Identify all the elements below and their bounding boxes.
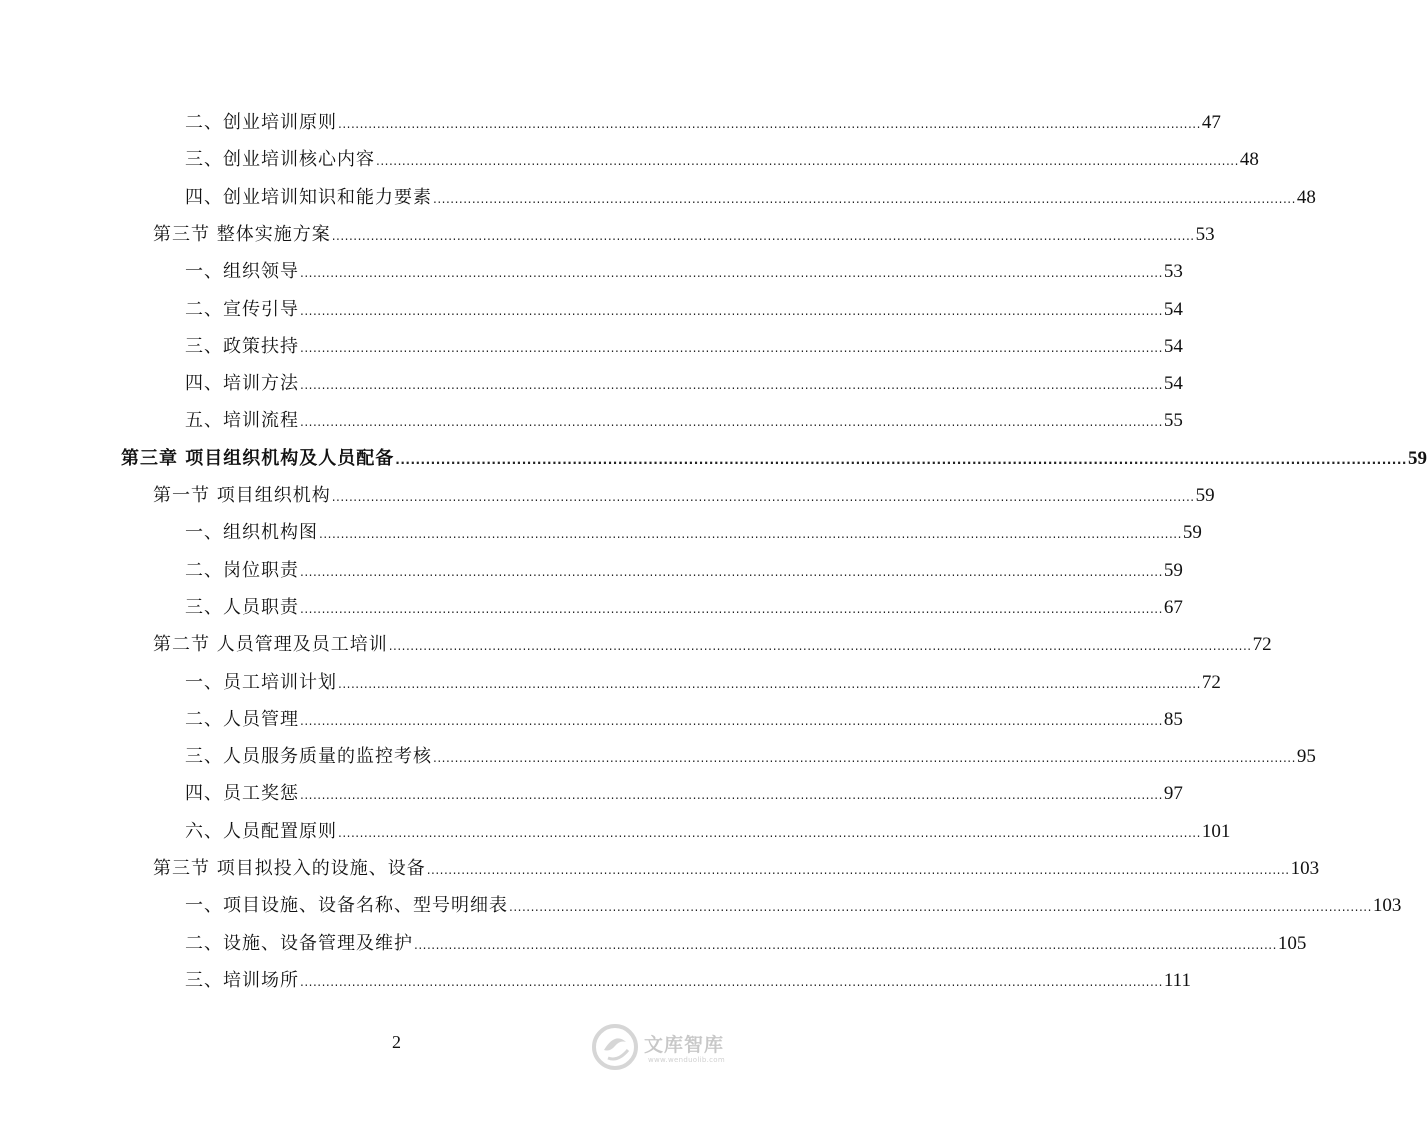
toc-entry[interactable] xyxy=(185,402,1183,432)
toc-entry[interactable] xyxy=(185,104,1221,134)
toc-entry-title: 第三节 项目拟投入的设施、设备 xyxy=(153,858,426,879)
toc-entry-title: 四、培训方法 xyxy=(185,373,299,394)
page-number: 2 xyxy=(392,1032,401,1052)
toc-dot-leader: ........................................................................................................................................................................................................ xyxy=(300,602,1163,616)
toc-entry-title: 四、创业培训知识和能力要素 xyxy=(185,187,432,208)
toc-entry-page: 72 xyxy=(1201,672,1221,693)
toc-entry[interactable] xyxy=(185,365,1183,395)
toc-entry-page: 59 xyxy=(1163,560,1183,581)
toc-dot-leader: ........................................................................................................................................................................................................ xyxy=(300,341,1163,355)
toc-entry-page: 59 xyxy=(1407,448,1427,469)
toc-entry-title: 三、人员服务质量的监控考核 xyxy=(185,746,432,767)
toc-dot-leader: ........................................................................................................................................................................................................ xyxy=(300,304,1163,318)
toc-entry[interactable] xyxy=(153,850,1320,880)
toc-dot-leader: ........................................................................................................................................................................................................ xyxy=(414,938,1277,952)
toc-dot-leader: ........................................................................................................................................................................................................ xyxy=(319,527,1182,541)
toc-entry[interactable] xyxy=(185,813,1231,843)
toc-entry[interactable] xyxy=(185,701,1183,731)
toc-entry[interactable] xyxy=(185,179,1316,209)
toc-dot-leader: ........................................................................................................................................................................................................ xyxy=(338,826,1201,840)
toc-dot-leader: ........................................................................................................................................................................................................ xyxy=(300,714,1163,728)
toc-entry[interactable] xyxy=(185,514,1202,544)
toc-entry-page: 72 xyxy=(1252,634,1272,655)
toc-dot-leader: ........................................................................................................................................................................................................ xyxy=(376,154,1239,168)
wendu-logo-icon xyxy=(590,1020,640,1074)
toc-dot-leader: ........................................................................................................................................................................................................ xyxy=(433,751,1296,765)
toc-entry-page: 105 xyxy=(1277,933,1307,954)
toc-entry-page: 54 xyxy=(1163,336,1183,357)
toc-entry-page: 55 xyxy=(1163,410,1183,431)
toc-entry[interactable] xyxy=(185,925,1307,955)
toc-entry-title: 一、项目设施、设备名称、型号明细表 xyxy=(185,895,508,916)
toc-dot-leader: ........................................................................................................................................................................................................ xyxy=(338,117,1201,131)
toc-entry-title: 二、岗位职责 xyxy=(185,560,299,581)
toc-entry-title: 三、人员职责 xyxy=(185,597,299,618)
toc-dot-leader: ........................................................................................................................................................................................................ xyxy=(300,565,1163,579)
toc-entry[interactable] xyxy=(185,141,1259,171)
toc-entry-page: 101 xyxy=(1201,821,1231,842)
toc-dot-leader: ........................................................................................................................................................................................................ xyxy=(300,788,1163,802)
toc-entry-page: 67 xyxy=(1163,597,1183,618)
toc-entry-title: 一、员工培训计划 xyxy=(185,672,337,693)
toc-dot-leader: ........................................................................................................................................................................................................ xyxy=(388,639,1252,653)
toc-entry[interactable] xyxy=(185,775,1183,805)
toc-entry-title: 第一节 项目组织机构 xyxy=(153,485,331,506)
toc-entry[interactable] xyxy=(185,253,1183,283)
toc-entry-title: 三、政策扶持 xyxy=(185,336,299,357)
watermark-text: 文库智库 xyxy=(644,1034,725,1056)
toc-dot-leader: ........................................................................................................................................................................................................ xyxy=(395,453,1407,467)
toc-entry-page: 85 xyxy=(1163,709,1183,730)
toc-entry[interactable] xyxy=(185,328,1183,358)
toc-entry-page: 103 xyxy=(1372,895,1402,916)
toc-entry-title: 第三节 整体实施方案 xyxy=(153,224,331,245)
toc-dot-leader: ........................................................................................................................................................................................................ xyxy=(509,900,1372,914)
toc-entry-page: 53 xyxy=(1163,261,1183,282)
toc-dot-leader: ........................................................................................................................................................................................................ xyxy=(338,677,1201,691)
toc-entry-page: 59 xyxy=(1195,485,1215,506)
watermark xyxy=(588,1018,758,1078)
toc-dot-leader: ........................................................................................................................................................................................................ xyxy=(300,415,1163,429)
toc-entry-title: 第二节 人员管理及员工培训 xyxy=(153,634,388,655)
toc-entry[interactable] xyxy=(185,291,1183,321)
toc-entry-page: 103 xyxy=(1290,858,1320,879)
toc-entry[interactable] xyxy=(185,664,1221,694)
toc-entry-title: 一、组织机构图 xyxy=(185,522,318,543)
toc-entry[interactable] xyxy=(185,887,1402,917)
toc-entry-page: 54 xyxy=(1163,373,1183,394)
toc-entry[interactable] xyxy=(153,216,1215,246)
toc-entry-title: 四、员工奖惩 xyxy=(185,783,299,804)
toc-entry-page: 48 xyxy=(1296,187,1316,208)
toc-dot-leader: ........................................................................................................................................................................................................ xyxy=(300,266,1163,280)
toc-entry-page: 59 xyxy=(1182,522,1202,543)
toc-entry[interactable] xyxy=(185,552,1183,582)
toc-entry-title: 二、宣传引导 xyxy=(185,299,299,320)
toc-entry-title: 三、培训场所 xyxy=(185,970,299,991)
toc-entry[interactable] xyxy=(185,738,1316,768)
toc-entry-page: 97 xyxy=(1163,783,1183,804)
toc-dot-leader: ........................................................................................................................................................................................................ xyxy=(300,975,1163,989)
toc-entry-page: 54 xyxy=(1163,299,1183,320)
toc-entry-title: 六、人员配置原则 xyxy=(185,821,337,842)
watermark-url: www.wenduolib.com xyxy=(648,1056,725,1064)
toc-entry[interactable] xyxy=(185,962,1191,992)
toc-entry[interactable] xyxy=(153,477,1215,507)
toc-dot-leader: ........................................................................................................................................................................................................ xyxy=(331,490,1195,504)
toc-entry-title: 第三章 项目组织机构及人员配备 xyxy=(121,448,395,469)
toc-entry[interactable] xyxy=(185,589,1183,619)
toc-entry-title: 二、设施、设备管理及维护 xyxy=(185,933,413,954)
toc-entry-title: 一、组织领导 xyxy=(185,261,299,282)
toc-entry-page: 47 xyxy=(1201,112,1221,133)
toc-dot-leader: ........................................................................................................................................................................................................ xyxy=(331,229,1195,243)
toc-entry-page: 48 xyxy=(1239,149,1259,170)
toc-dot-leader: ........................................................................................................................................................................................................ xyxy=(433,192,1296,206)
toc-entry[interactable] xyxy=(121,440,1427,470)
toc-entry-title: 五、培训流程 xyxy=(185,410,299,431)
toc-dot-leader: ........................................................................................................................................................................................................ xyxy=(426,863,1290,877)
toc-entry-title: 二、创业培训原则 xyxy=(185,112,337,133)
toc-entry-title: 三、创业培训核心内容 xyxy=(185,149,375,170)
toc-entry[interactable] xyxy=(153,626,1272,656)
toc-entry-page: 111 xyxy=(1163,970,1191,991)
toc-entry-page: 53 xyxy=(1195,224,1215,245)
toc-dot-leader: ........................................................................................................................................................................................................ xyxy=(300,378,1163,392)
toc-entry-page: 95 xyxy=(1296,746,1316,767)
toc-entry-title: 二、人员管理 xyxy=(185,709,299,730)
